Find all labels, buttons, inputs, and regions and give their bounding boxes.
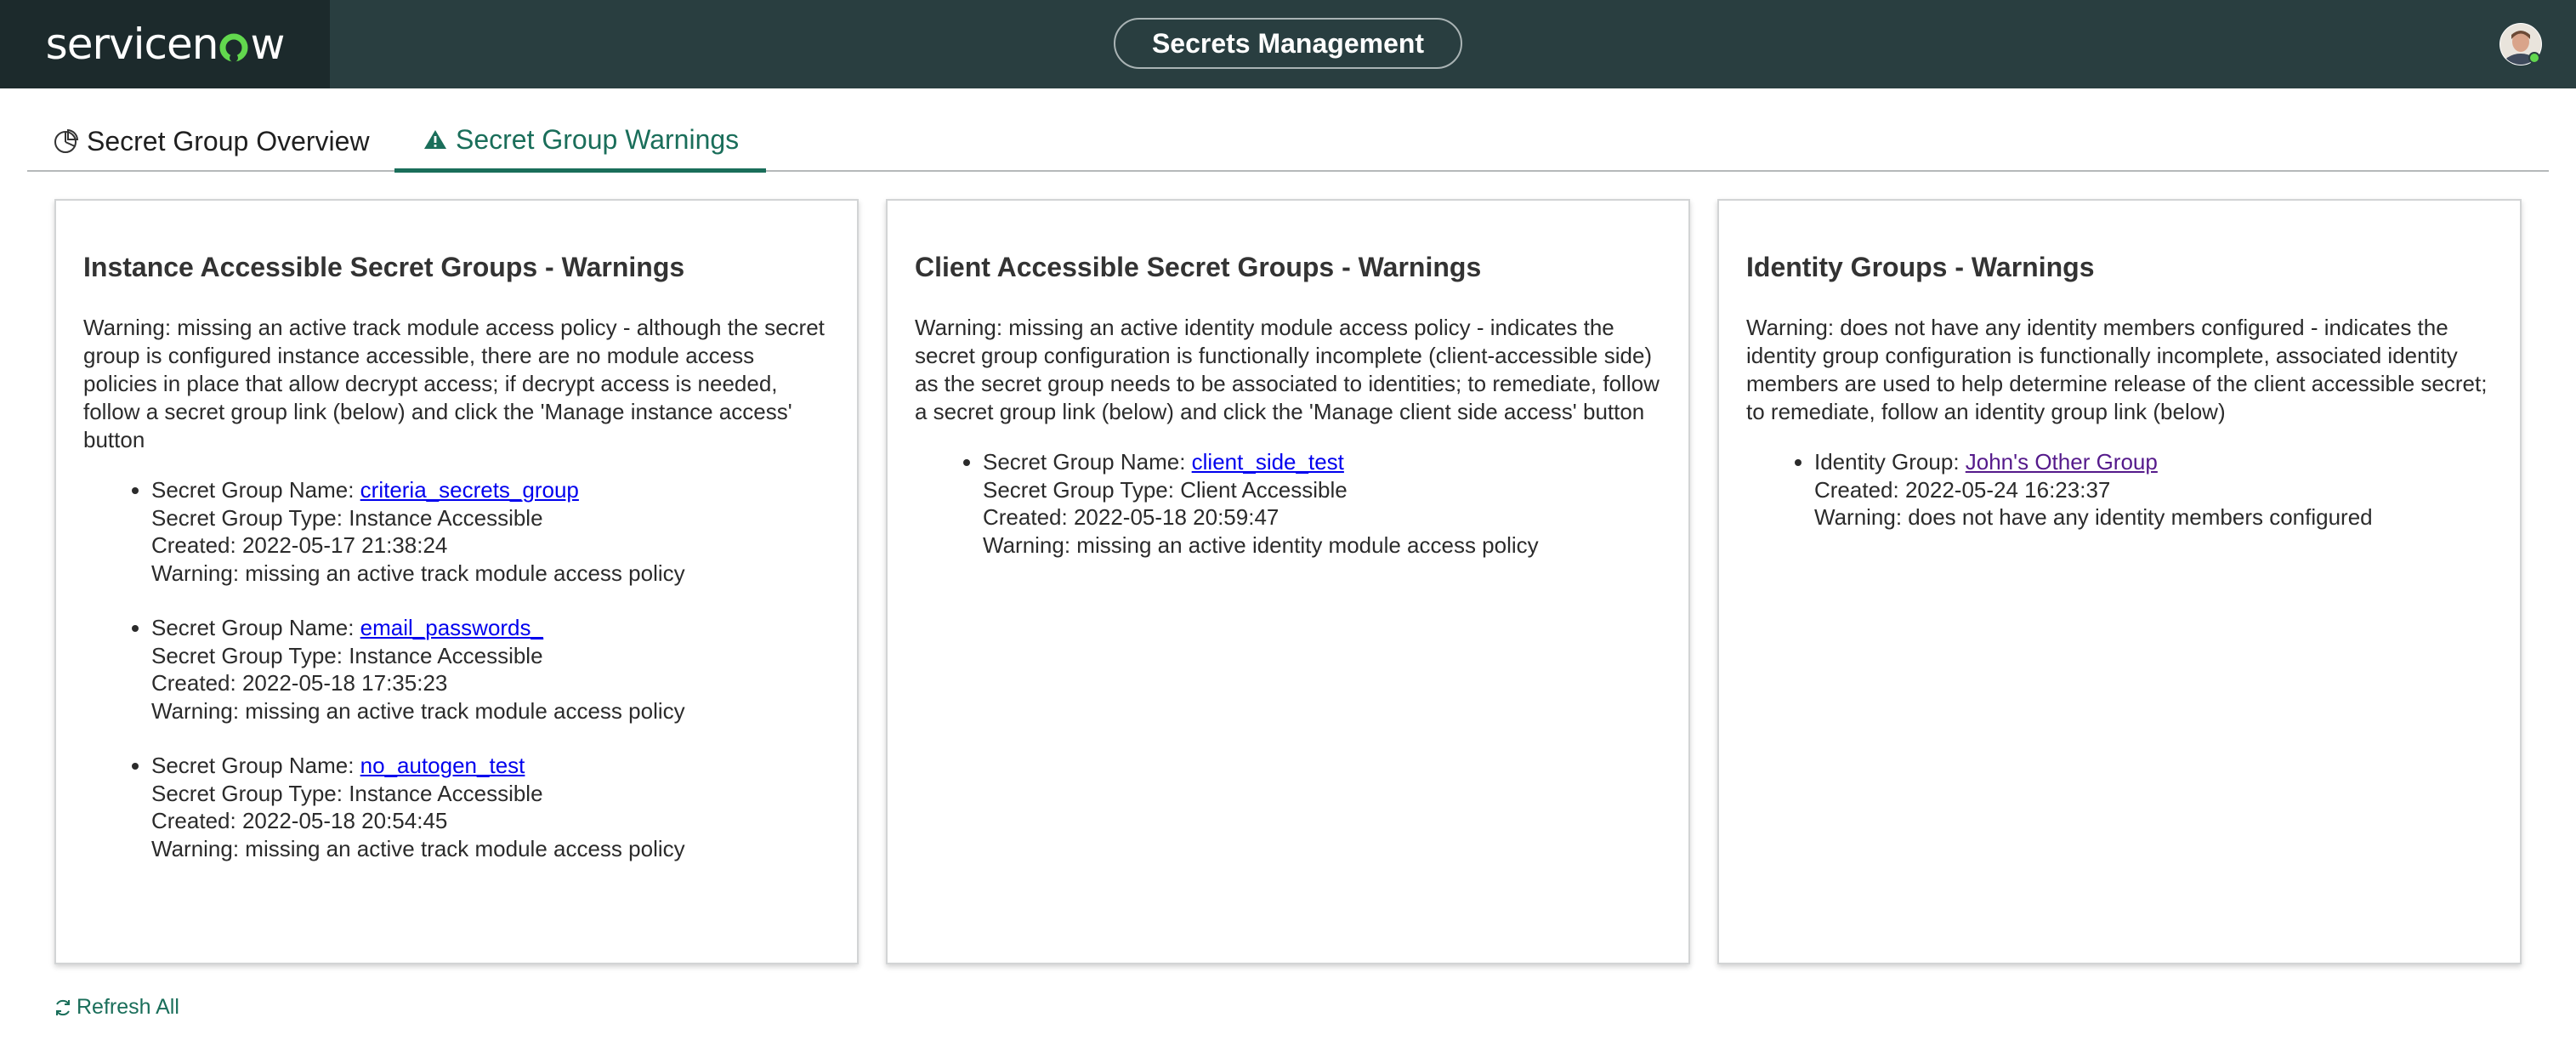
card-title: Instance Accessible Secret Groups - Warnings <box>83 252 685 282</box>
list-item: • Secret Group Name: no_autogen_test Secret Group Type: Instance Accessible Created: 2022-05-18 20:54:45 Warning: missing an active track module access policy <box>151 752 830 862</box>
tab-bar <box>27 111 2549 172</box>
card-title: Client Accessible Secret Groups - Warnings <box>915 252 1482 282</box>
list-item: • Secret Group Name: criteria_secrets_group Secret Group Type: Instance Accessible Created: 2022-05-17 21:38:24 Warning: missing an active track module access policy <box>151 476 830 587</box>
warning-triangle-icon <box>422 126 449 153</box>
refresh-icon <box>53 998 73 1018</box>
identity-group-list <box>1746 448 2493 532</box>
tab-secret-group-warnings[interactable] <box>394 111 766 173</box>
secret-group-link[interactable]: criteria_secrets_group <box>360 477 579 503</box>
secret-group-link[interactable]: client_side_test <box>1191 449 1344 475</box>
card-description: Warning: missing an active track module access policy - although the secret group is configured instance accessible, there are no module access policies in place that allow decrypt access; if decrypt access is needed, follow a secret group link (below) and click the 'Manage instance access' button <box>83 315 825 452</box>
identity-warnings-card <box>1717 199 2522 964</box>
card-description: Warning: missing an active identity module access policy - indicates the secret group configuration is functionally incomplete (client-accessible side) as the secret group needs to be associated to identities; to remediate, follow a secret group link (below) and click the 'Manage client side access' button <box>915 315 1660 424</box>
list-item: • Identity Group: John's Other Group Created: 2022-05-24 16:23:37 Warning: does not have any identity members configured <box>1814 448 2493 532</box>
app-header <box>0 0 2576 88</box>
avatar-image <box>2499 23 2542 65</box>
list-item: • Secret Group Name: email_passwords_ Secret Group Type: Instance Accessible Created: 2022-05-18 17:35:23 Warning: missing an active track module access policy <box>151 614 830 725</box>
client-warnings-card <box>886 199 1690 964</box>
identity-group-link[interactable]: John's Other Group <box>1965 449 2158 475</box>
secret-group-list <box>83 476 830 862</box>
refresh-label: Refresh All <box>77 995 179 1019</box>
card-title: Identity Groups - Warnings <box>1746 252 2095 282</box>
page-title[interactable]: Secrets Management <box>1114 18 1462 69</box>
logo-wordmark: servicen w <box>45 20 285 69</box>
refresh-all-button[interactable] <box>53 995 179 1020</box>
tab-label: Secret Group Overview <box>87 125 370 156</box>
tab-secret-group-overview[interactable] <box>53 111 370 172</box>
secret-group-link[interactable]: email_passwords_ <box>360 615 543 640</box>
pie-chart-icon <box>53 128 80 155</box>
secret-group-list <box>915 448 1661 559</box>
servicenow-logo[interactable] <box>0 0 330 88</box>
user-avatar[interactable] <box>2499 23 2542 65</box>
list-item: • Secret Group Name: client_side_test Secret Group Type: Client Accessible Created: 2022-05-18 20:59:47 Warning: missing an active identity module access policy <box>983 448 1661 559</box>
logo-o-icon <box>218 32 249 63</box>
instance-warnings-card <box>54 199 859 964</box>
tab-label: Secret Group Warnings <box>456 123 740 155</box>
secret-group-link[interactable]: no_autogen_test <box>360 753 525 778</box>
card-description: Warning: does not have any identity members configured - indicates the identity group configuration is functionally incomplete, associated identity members are used to help determine release of the client accessible secret; to remediate, follow an identity group link (below) <box>1746 315 2488 424</box>
